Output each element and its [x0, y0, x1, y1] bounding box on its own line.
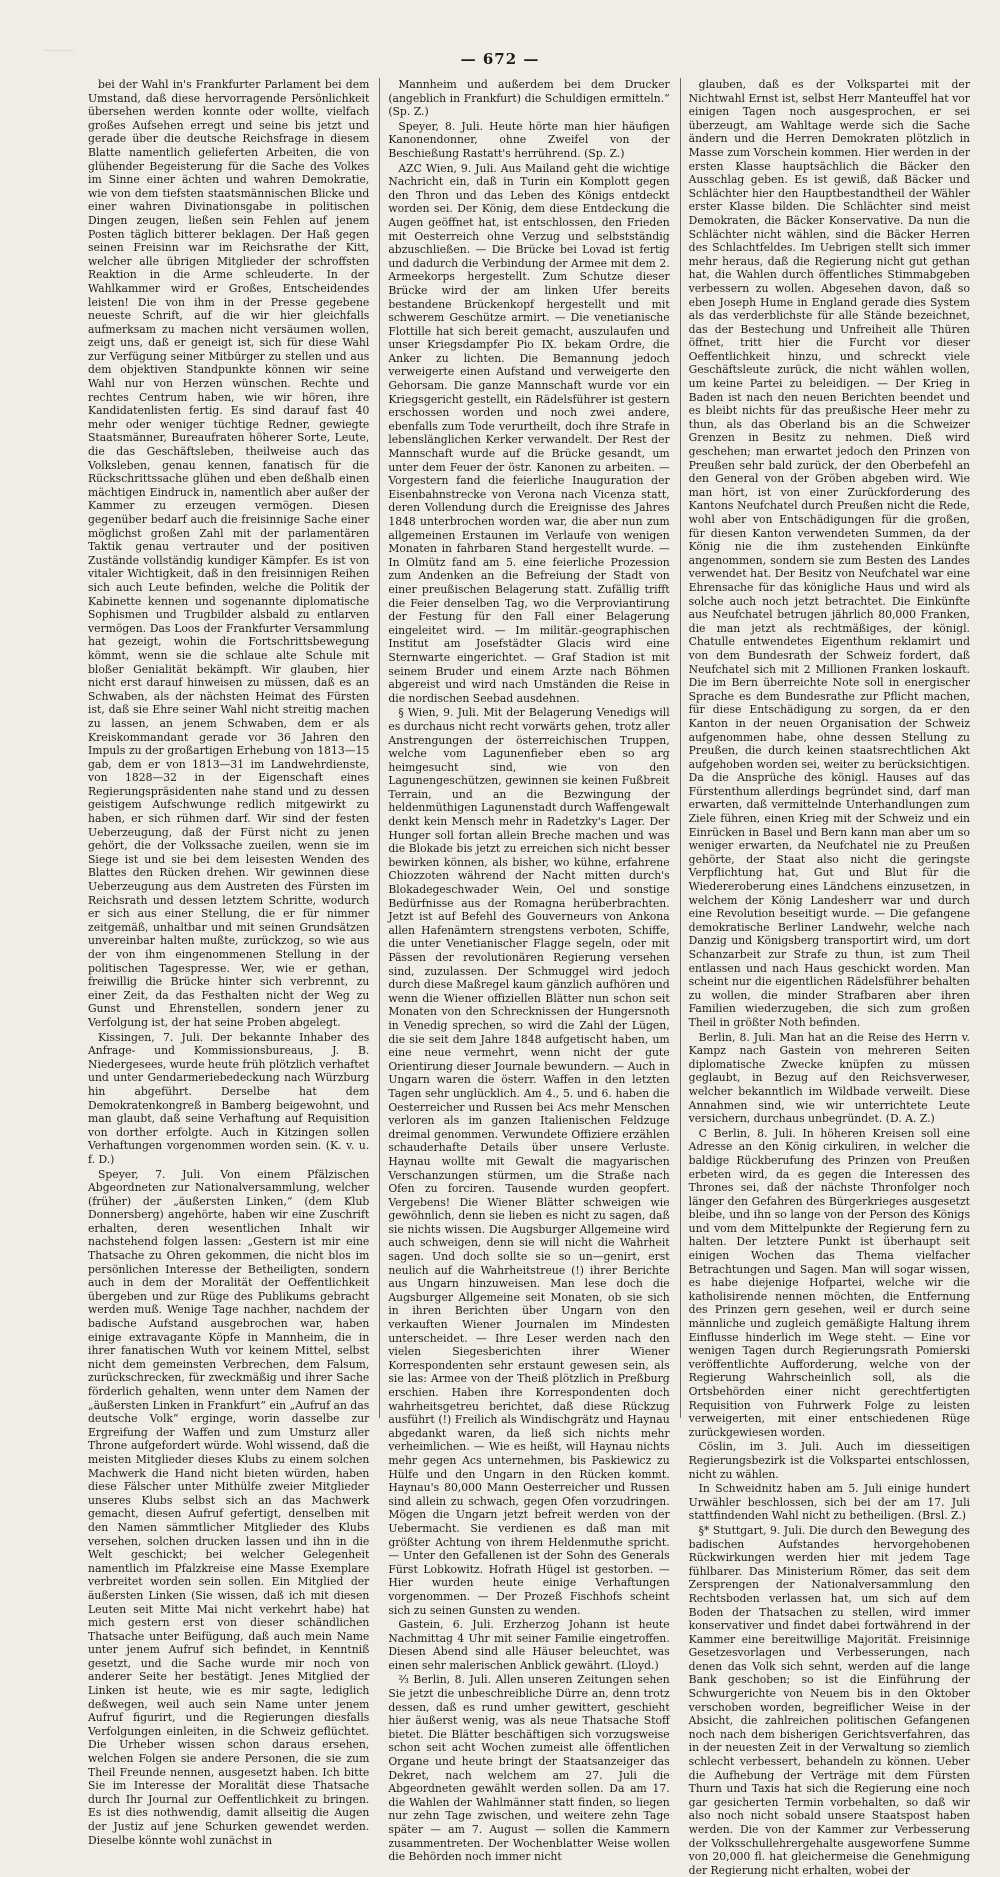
paragraph: Speyer, 7. Juli. Von einem Pfälzischen Abgeordneten zur Nationalversammlung, welcher (früher) der „äußersten Linken,“ (dem Klub Donnersberg) angehörte, haben wir eine Zuschrift erhalten, deren wesentlichen Inhalt wir nachstehend folgen lassen: „Gestern ist mir eine Thatsache zu Ohren gekommen, die nicht blos im persönlichen Interesse der Betheiligten, sondern auch in dem der Moralität der Oeffentlichkeit übergeben und zur Rüge des Publikums gebracht werden muß. Wenige Tage nachher, nachdem der badische Aufstand ausgebrochen war, haben einige extravagante Köpfe in Mannheim, die in ihrer fanatischen Wuth vor keinem Mittel, selbst nicht dem gemeinsten Verbrechen, dem Falsum, zurückschrecken, für zweckmäßig und ihrer Sache förderlich gehalten, wenn unter dem Namen der „äußersten Linken in Frankfurt“ ein „Aufruf an das deutsche Volk“ erginge, worin dasselbe zur Ergreifung der Waffen und zum Umsturz aller Throne aufgefordert würde. Wohl wissend, daß die meisten Mitglieder dieses Klubs zu einem solchen Machwerk die Hand nicht bieten würden, haben diese Fälscher unter Mithülfe zweier Mitglieder unseres Klubs selbst sich an das Machwerk gemacht, diesen Aufruf gefertigt, denselben mit den Namen sämmtlicher Mitglieder des Klubs versehen, solchen drucken lassen und ihn in die Welt geschickt; bei welcher Gelegenheit namentlich im Pfalzkreise eine Masse Exemplare verbreitet worden sein sollen. Ein Mitglied der äußersten Linken (Sie wissen, daß ich mit diesen Leuten seit Mitte Mai nicht verkehrt habe) hat mich gestern erst von dieser schändlichen Thatsache unter Beifügung, daß auch mein Name unter jenem Aufruf sich befindet, in Kenntniß gesetzt, und die Sache wurde mir noch von anderer Seite her bestätigt. Jenes Mitglied der Linken ist heute, wie es mir sagte, lediglich deßwegen, weil auch sein Name unter jenem Aufruf figurirt, und die Regierungen diesfalls Verfolgungen einleiten, in die Schweiz geflüchtet. Die Urheber wissen schon daraus ersehen, welchen Folgen sie andere Personen, die sie zum Theil Freunde nennen, ausgesetzt haben. Ich bitte Sie im Interesse der Moralität diese Thatsache durch Ihr Journal zur Oeffentlichkeit zu bringen. Es ist dies nothwendig, damit allseitig die Augen der Justiz auf jene Schurken gewendet werden. Dieselbe könnte wohl zunächst in — [88, 1167, 370, 1847]
paragraph: Kissingen, 7. Juli. Der bekannte Inhaber des Anfrage- und Kommissionsbureaus, J. B. Niedergesees, wurde heute früh plötzlich verhaftet und unter Gendarmeriebedeckung nach Würzburg hin abgeführt. Derselbe hat dem Demokratenkongreß in Bamberg beigewohnt, und man glaubt, daß seine Verhaftung auf Requisition von dorther erfolgte. Auch in Kitzingen sollen Verhaftungen vorgenommen worden sein. (K. v. u. f. D.) — [88, 1030, 370, 1166]
paragraph: §* Stuttgart, 9. Juli. Die durch den Bewegung des badischen Aufstandes hervorgehobenen Rückwirkungen werden hier mit jedem Tage fühlbarer. Das Ministerium Römer, das seit dem Zersprengen der Nationalversammlung den Rechtsboden verlassen hat, um sich auf dem Boden der Thatsachen zu stellen, wird immer konservativer und findet dabei fortwährend in der Kammer eine bereitwillige Majorität. Freisinnige Gesetzesvorlagen und Verbesserungen, nach denen das Volk sich sehnt, werden auf die lange Bank geschoben; so ist die Einführung der Schwurgerichte von Neuem bis in den Oktober verschoben worden, begreiflicher Weise in der Absicht, die zahlreichen politischen Gefangenen noch nach dem bisherigen Gerichtsverfahren, das in der neuesten Zeit in der Verwaltung so ziemlich schlecht verbessert, behandeln zu können. Ueber die Aufhebung der Verträge mit dem Fürsten Thurn und Taxis hat sich die Regierung eine noch gar gesicherten Termin vorbehalten, so daß wir also noch nicht sobald unsere Staatspost haben werden. Die von der Kammer zur Verbesserung der Volksschullehrergehalte ausgeworfene Summe von 20,000 fl. hat gleichermeise die Genehmigung der Regierung nicht erhalten, wobei der — [688, 1523, 970, 1877]
newspaper-columns — [88, 78, 970, 1877]
column-right — [680, 78, 970, 1877]
paragraph: glauben, daß es der Volkspartei mit der Nichtwahl Ernst ist, selbst Herr Manteuffel hat vor einigen Tagen noch ausgesprochen, er sei überzeugt, am Wahltage werde sich die Sache ändern und die Herren Demokraten plötzlich in Masse zum Vorschein kommen. Hier werden in der ersten Klasse hauptsächlich die Bäcker den Ausschlag geben. Es ist gewiß, daß Bäcker und Schlächter hier den Hauptbestandtheil der Wähler erster Klasse bilden. Die Schlächter sind meist Demokraten, die Bäcker Konservative. Da nun die Schlächter nicht wählen, sind die Bäcker Herren des Schlachtfeldes. Im Uebrigen stellt sich immer mehr heraus, daß die Regierung nicht gut gethan hat, die Wahlen durch öffentliches Stimmabgeben verbessern zu wollen. Abgesehen davon, daß so eben Joseph Hume in England gerade dies System als das verderblichste für alle Stände bezeichnet, das der Bestechung und Unfreiheit alle Thüren öffnet, tritt hier die Furcht vor dieser Oeffentlichkeit hinzu, und schreckt viele Geschäftsleute zurück, die nicht wählen wollen, um keine Partei zu beleidigen. — Der Krieg in Baden ist nach den neuen Berichten beendet und es bleibt nichts für das preußische Heer mehr zu thun, als das Oberland bis an die Schweizer Grenzen in Besitz zu nehmen. Dieß wird geschehen; man erwartet jedoch den Prinzen von Preußen sehr bald zurück, der den Oberbefehl an den General von der Gröben abgeben wird. Wie man hört, ist von einer Zurückforderung des Kantons Neufchatel durch Preußen nicht die Rede, wohl aber von Entschädigungen für die großen, für diesen Kanton verwendeten Summen, da der König nie die ihm zustehenden Einkünfte angenommen, sondern sie zum Besten des Landes verwendet hat. Der Besitz von Neufchatel war eine Ehrensache für das königliche Haus und wird als solche auch noch jetzt betrachtet. Die Einkünfte aus Neufchatel betrugen jährlich 80,000 Franken, die man jetzt als rechtmäßiges, der königl. Chatulle entwendetes Eigenthum reklamirt und von dem Bundesrath der Schweiz fordert, daß Neufchatel sich mit 2 Millionen Franken loskauft. Die im Bern überreichte Note soll in energischer Sprache es dem Bundesrathe zur Pflicht machen, für diese Entschädigung zu sorgen, da er den Kanton in der neuen Organisation der Schweiz aufgenommen habe, ohne dessen Stellung zu Preußen, die durch keinen staatsrechtlichen Akt aufgehoben worden sei, weiter zu berücksichtigen. Da die Ansprüche des königl. Hauses auf das Fürstenthum allerdings begründet sind, darf man erwarten, daß vermittelnde Unterhandlungen zum Ziele führen, einen Krieg mit der Schweiz und ein Einrücken in Basel und Bern kann man aber um so weniger erwarten, da Neufchatel nie zu Preußen gehörte, der Staat also nicht die geringste Verpflichtung hat, Gut und Blut für die Wiedereroberung eines Ländchens einzusetzen, in welchem der König Landesherr war und durch eine Revolution beseitigt wurde. — Die gefangene demokratische Berliner Landwehr, welche nach Danzig und Königsberg transportirt wird, um dort Schanzarbeit zur Strafe zu thun, ist zum Theil entlassen und nach Haus geschickt worden. Man scheint nur die eigentlichen Rädelsführer behalten zu wollen, die minder Strafbaren aber ihren Familien wiederzugeben, die sich zum großen Theil in größter Noth befinden. — [688, 78, 970, 1029]
paragraph: ²⁄₃ Berlin, 8. Juli. Allen unseren Zeitungen sehen Sie jetzt die unbeschreibliche Dürre an, denn trotz dessen, daß es rund umher gewittert, geschieht hier äußerst wenig, was als neue Thatsache Stoff bietet. Die Blätter beschäftigen sich vorzugsweise schon seit acht Wochen zumeist alle öffentlichen Organe und heute bringt der Staatsanzeiger das Dekret, nach welchem am 27. Juli die Abgeordneten gewählt werden sollen. Da am 17. die Wahlen der Wahlmänner statt finden, so liegen nur zehn Tage zwischen, und weitere zehn Tage später — am 7. August — sollen die Kammern zusammentreten. Der Wochenblatter Weise wollen die Behörden noch immer nicht — [388, 1673, 670, 1864]
paragraph: § Wien, 9. Juli. Mit der Belagerung Venedigs will es durchaus nicht recht vorwärts gehen, trotz aller Anstrengungen der österreichischen Truppen, welche vom Lagunenfieber eben so arg heimgesucht sind, wie von den Lagunengeschützen, gewinnen sie keinen Fußbreit Terrain, und an die Bezwingung der heldenmüthigen Lagunenstadt durch Waffengewalt denkt kein Mensch mehr in Radetzky's Lager. Der Hunger soll fortan allein Breche machen und was die Blokade bis jetzt zu erreichen sich nicht besser bewirken können, als bisher, wo kühne, erfahrene Chiozzoten während der Nacht mitten durch's Blokadegeschwader Wein, Oel und sonstige Bedürfnisse aus der Romagna herüberbrachten. Jetzt ist auf Befehl des Gouverneurs von Ankona allen Hafenämtern strengstens verboten, Schiffe, die unter Venetianischer Flagge segeln, oder mit Pässen der revolutionären Regierung versehen sind, zuzulassen. Der Schmuggel wird jedoch durch diese Maßregel kaum gänzlich aufhören und wenn die Wiener offiziellen Blätter nun schon seit Monaten von den Schrecknissen der Hungersnoth in Venedig sprechen, so wird die Zahl der Lügen, die sie seit dem Jahre 1848 aufgetischt haben, um eine neue vermehrt, wenn nicht der gute Orientirung dieser Journale bewundern. — Auch in Ungarn waren die österr. Waffen in den letzten Tagen sehr unglücklich. Am 4., 5. und 6. haben die Oesterreicher und Russen bei Acs mehr Menschen verloren als im ganzen Italienischen Feldzuge dreimal genommen. Verwundete Offiziere erzählen schauderhafte Details über unsere Verluste. Haynau wollte mit Gewalt die magyarischen Verschanzungen stürmen, um die Straße nach Ofen zu forciren. Tausende wurden geopfert. Vergebens! Die Wiener Blätter schweigen wie gewöhnlich, denn sie lieben es nicht zu sagen, daß sie nichts wissen. Die Augsburger Allgemeine wird auch schweigen, denn sie will nicht die Wahrheit sagen. Und doch sollte sie so un—genirt, erst neulich auf die Wahrheitstreue (!) ihrer Berichte aus Ungarn hinzuweisen. Man lese doch die Augsburger Allgemeine seit Monaten, ob sie sich in ihren Berichten über Ungarn von den verkauften Wiener Journalen im Mindesten unterscheidet. — Ihre Leser werden nach den vielen Siegesberichten ihrer Wiener Korrespondenten sehr erstaunt gewesen sein, als sie las: Armee von der Theiß plötzlich in Preßburg erschien. Haben ihre Korrespondenten doch wahrheitsgetreu berichtet, daß diese Rückzug ausführt (!) Freilich als Windischgrätz und Haynau abgedankt waren, da ließ sich nichts mehr verheimlichen. — Wie es heißt, will Haynau nichts mehr gegen Acs unternehmen, bis Paskiewicz zu Hülfe und den Ungarn in den Rücken kommt. Haynau's 80,000 Mann Oesterreicher und Russen sind allein zu schwach, gegen Ofen vorzudringen. Mögen die Ungarn jetzt befreit werden von der Uebermacht. Sie verdienen es daß man mit größter Achtung von ihrem Heldenmuthe spricht. — Unter den Gefallenen ist der Sohn des Generals Fürst Lobkowitz. Hofrath Hügel ist gestorben. — Hier wurden heute einige Verhaftungen vorgenommen. — Der Prozeß Fischhofs scheint sich zu seinen Gunsten zu wenden. — [388, 706, 670, 1617]
column-middle — [379, 78, 670, 1864]
paragraph: Gastein, 6. Juli. Erzherzog Johann ist heute Nachmittag 4 Uhr mit seiner Familie eingetroffen. Diesen Abend sind alle Häuser beleuchtet, was einen sehr malerischen Anblick gewährt. (Lloyd.) — [388, 1618, 670, 1672]
paragraph: Speyer, 8. Juli. Heute hörte man hier häufigen Kanonendonner, ohne Zweifel von der Beschießung Rastatt's herrührend. (Sp. Z.) — [388, 119, 670, 160]
paragraph: C Berlin, 8. Juli. In höheren Kreisen soll eine Adresse an den König cirkuliren, in welcher die baldige Rückberufung des Prinzen von Preußen erbeten wird, da es gegen die Interessen des Thrones sei, daß der nächste Thronfolger noch länger den Gefahren des Bürgerkrieges ausgesetzt bleibe, und ihn so lange von der Person des Königs und vom dem Mittelpunkte der Regierung fern zu halten. Der letztere Punkt ist überhaupt seit einigen Wochen das Thema vielfacher Betrachtungen und Sagen. Man will sogar wissen, es habe diejenige Hofpartei, welche wir die katholisirende nennen möchten, die Entfernung des Prinzen gern gesehen, weil er durch seine männliche und zugleich gemäßigte Haltung ihrem Einflusse hinderlich im Wege steht. — Eine vor wenigen Tagen durch Regierungsrath Pomierski veröffentlichte Aufforderung, welche von der Regierung Wahrscheinlich soll, als die Ortsbehörden einer nicht gerechtfertigten Requisition von Fuhrwerk Folge zu leisten verweigerten, mit einer entschiedenen Rüge zurückgewiesen worden. — [688, 1126, 970, 1439]
column-left — [88, 78, 370, 1847]
paragraph: Cöslin, im 3. Juli. Auch im diesseitigen Regierungsbezirk ist die Volkspartei entschlossen, nicht zu wählen. — [688, 1440, 970, 1481]
paragraph: AZC Wien, 9. Juli. Aus Mailand geht die wichtige Nachricht ein, daß in Turin ein Komplott gegen den Thron und das Leben des Königs entdeckt worden sei. Der König, dem diese Entdeckung die Augen geöffnet hat, ist entschlossen, den Frieden mit Oesterreich ohne Verzug und selbstständig abzuschließen. — Die Brücke bei Lovad ist fertig und dadurch die Verbindung der Armee mit dem 2. Armeekorps hergestellt. Zum Schutze dieser Brücke wird der am linken Ufer bereits bestandene Brückenkopf hergestellt und mit schwerem Geschütze armirt. — Die venetianische Flottille hat sich bereit gemacht, auszulaufen und unser Kriegsdampfer Pio IX. bekam Ordre, die Anker zu lichten. Die Bemannung jedoch verweigerte einen Aufstand und verweigerte den Gehorsam. Die ganze Mannschaft wurde vor ein Kriegsgericht gestellt, ein Rädelsführer ist gestern erschossen worden und noch zwei andere, ebenfalls zum Tode verurtheilt, doch ihre Strafe in lebenslänglichen Kerker verwandelt. Der Rest der Mannschaft wurde auf die Brücke gesandt, um unter dem Feuer der östr. Kanonen zu arbeiten. — Vorgestern fand die feierliche Inauguration der Eisenbahnstrecke von Verona nach Vicenza statt, deren Vollendung durch die Ereignisse des Jahres 1848 unterbrochen worden war, die aber nun zum allgemeinen Erstaunen im Verlaufe von wenigen Monaten in fahrbaren Stand hergestellt wurde. — In Olmütz fand am 5. eine feierliche Prozession zum Andenken an die Befreiung der Stadt von einer preußischen Belagerung statt. Zufällig trifft die Feier denselben Tag, wo die Verproviantirung der Festung für den Fall einer Belagerung eingeleitet wird. — Im militär.-geographischen Institut am Josefstädter Glacis wird eine Sternwarte eingerichtet. — Graf Stadion ist mit seinem Bruder und einem Arzte nach Böhmen abgereist und wird nach Umständen die Reise in die nordischen Seebad ausdehnen. — [388, 161, 670, 705]
page-number: — 672 — — [460, 50, 540, 68]
paragraph: Berlin, 8. Juli. Man hat an die Reise des Herrn v. Kampz nach Gastein von mehreren Seiten diplomatische Zwecke knüpfen zu müssen geglaubt, in Bezug auf den Reichsverweser, welcher bekanntlich im Wildbade verweilt. Diese Annahmen sind, wie wir unterrichtete Leute versichern, durchaus unbegründet. (D. A. Z.) — [688, 1030, 970, 1126]
paragraph: bei der Wahl in's Frankfurter Parlament bei dem Umstand, daß diese hervorragende Persönlichkeit übersehen werden konnte oder wollte, vielfach großes Aufsehen erregt und seine bis jetzt und gerade über die deutsche Reichsfrage in diesem Blatte namentlich gelieferten Arbeiten, die von glühender Begeisterung für die Sache des Volkes im Sinne einer ächten und wahren Demokratie, wie von dem tiefsten staatsmännischen Blicke und einer wahren Divinationsgabe in politischen Dingen zeugen, ließen sein Fehlen auf jenem Posten täglich bitterer beklagen. Der Haß gegen seinen Freisinn war im Reichsrathe der Kitt, welcher alle übrigen Mitglieder der schroffsten Reaktion in die Arme schleuderte. In der Wahlkammer wird er Großes, Entscheidendes leisten! Die von ihm in der Presse gegebene neueste Schrift, auf die wir hier gleichfalls aufmerksam zu machen nicht versäumen wollen, zeigt uns, daß er geneigt ist, sich für diese Wahl zur Verfügung seiner Mitbürger zu stellen und aus dem objektiven Standpunkte können wir seine Wahl nur von Herzen wünschen. Rechte und rechtes Centrum haben, wie wir hören, ihre Kandidatenlisten fertig. Es sind darauf fast 40 mehr oder weniger tüchtige Redner, gewiegte Staatsmänner, Bureaufraten höherer Sorte, Leute, die das Geschäftsleben, theilweise auch das Volksleben, genau kennen, fanatisch für die Rückschrittssache glühen und eben deßhalb einen mächtigen Eindruck in, namentlich aber außer der Kammer zu erzeugen vermögen. Diesen gegenüber bedarf auch die freisinnige Sache einer möglichst großen Zahl mit der parlamentären Taktik genau vertrauter und der positiven Zustände vollständig kundiger Kämpfer. Es ist von vitaler Wichtigkeit, daß in den freisinnigen Reihen sich auch Leute befinden, welche die Politik der Kabinette kennen und sogenannte diplomatische Sophismen und Trugbilder alsbald zu entlarven vermögen. Das Loos der Frankfurter Versammlung hat gezeigt, wohin die Fortschrittsbewegung kömmt, wenn sie die schlaue alte Schule mit bloßer Genialität bekämpft. Wir glauben, hier nicht erst darauf hinweisen zu müssen, daß es an Schwaben, als der nächsten Heimat des Fürsten ist, daß sie Ehre seiner Wahl nicht streitig machen zu lassen, an jenem Schwaben, dem er als Kreiskommandant gerade vor 36 Jahren den Impuls zu der großartigen Erhebung von 1813—15 gab, dem er von 1813—31 im Landwehrdienste, von 1828—32 in der Eigenschaft eines Regierungspräsidenten nahe stand und zu dessen geistigem Aufschwunge redlich mitgewirkt zu haben, er sich rühmen darf. Wir sind der festen Ueberzeugung, daß der Fürst nicht zu jenen gehört, die der Volkssache zueilen, wenn sie im Siege ist und sie bei dem leisesten Wenden des Blattes den Rücken drehen. Wir gewinnen diese Ueberzeugung aus dem Austreten des Fürsten im Reichsrath und dessen letztem Schritte, wodurch er sich aus einer Stellung, die er für nimmer zeitgemäß, unhaltbar und mit seinen Grundsätzen unvereinbar halten mußte, zurückzog, so wie aus der von ihm eingenommenen Stellung in der politischen Tagespresse. Wer, wie er gethan, freiwillig die Brücke hinter sich verbrennt, zu einer Zeit, da das Festhalten nicht der Weg zu Gunst und Ehrenstellen, sondern jener zu Verfolgung ist, der hat seine Proben abgelegt. — [88, 78, 370, 1029]
paragraph: Mannheim und außerdem bei dem Drucker (angeblich in Frankfurt) die Schuldigen ermitteln.“ (Sp. Z.) — [388, 78, 670, 119]
paragraph: In Schweidnitz haben am 5. Juli einige hundert Urwähler beschlossen, sich bei der am 17. Juli stattfindenden Wahl nicht zu betheiligen. (Brsl. Z.) — [688, 1482, 970, 1523]
